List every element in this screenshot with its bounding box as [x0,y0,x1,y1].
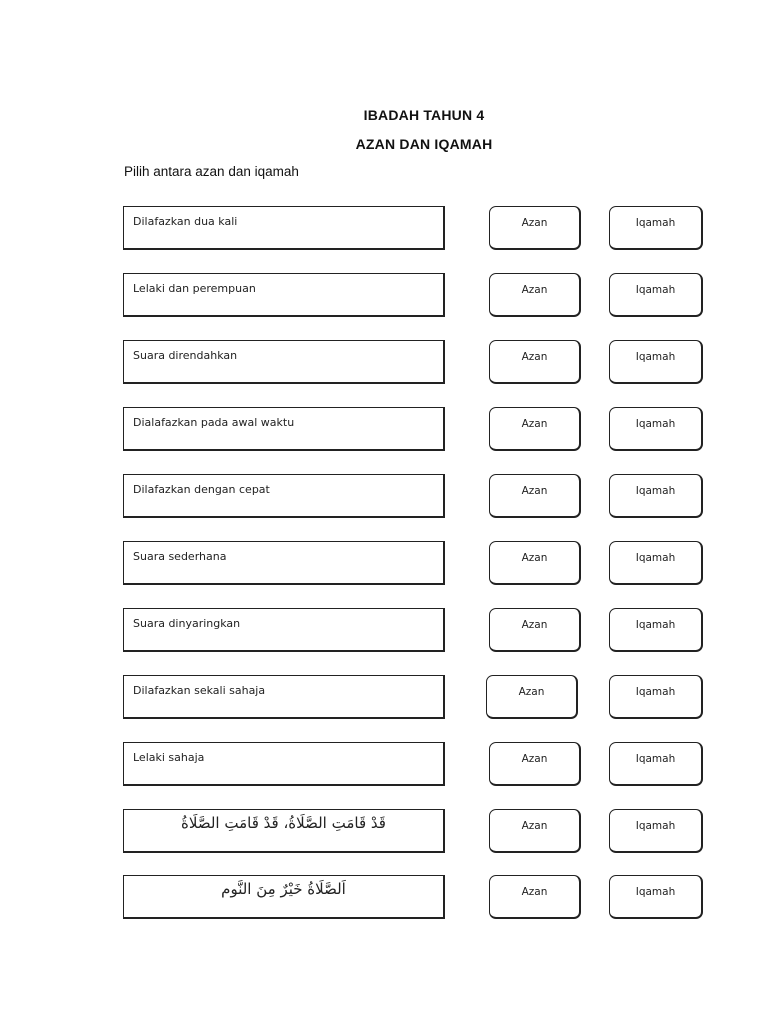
azan-option-button[interactable]: Azan [489,407,581,451]
statement-box: Suara direndahkan [123,340,445,384]
statement-box: Lelaki sahaja [123,742,445,786]
question-row [0,474,768,520]
azan-option-button[interactable]: Azan [489,809,581,853]
azan-option-button[interactable]: Azan [489,608,581,652]
question-row [0,407,768,453]
question-row [0,675,768,721]
worksheet-subtitle: AZAN DAN IQAMAH [355,136,493,152]
worksheet-title: IBADAH TAHUN 4 [363,107,485,123]
statement-box: Lelaki dan perempuan [123,273,445,317]
iqamah-option-button[interactable]: Iqamah [609,675,703,719]
iqamah-option-button[interactable]: Iqamah [609,340,703,384]
iqamah-option-button[interactable]: Iqamah [609,206,703,250]
arabic-statement-box: اَلصَّلَاةُ خَيْرٌ مِنَ النَّوم [123,875,445,919]
iqamah-option-button[interactable]: Iqamah [609,474,703,518]
arabic-statement-box: قَدْ قَامَتِ الصَّلَاةُ، قَدْ قَامَتِ الصَّلَاةُ [123,809,445,853]
azan-option-button[interactable]: Azan [489,474,581,518]
question-row [0,541,768,587]
iqamah-option-button[interactable]: Iqamah [609,742,703,786]
statement-box: Suara dinyaringkan [123,608,445,652]
iqamah-option-button[interactable]: Iqamah [609,407,703,451]
question-row [0,273,768,319]
azan-option-button[interactable]: Azan [489,875,581,919]
statement-box: Dialafazkan pada awal waktu [123,407,445,451]
question-row [0,340,768,386]
instruction-text: Pilih antara azan dan iqamah [124,164,299,179]
azan-option-button[interactable]: Azan [489,340,581,384]
question-row [0,206,768,252]
iqamah-option-button[interactable]: Iqamah [609,608,703,652]
iqamah-option-button[interactable]: Iqamah [609,809,703,853]
statement-box: Suara sederhana [123,541,445,585]
question-row [0,809,768,855]
azan-option-button[interactable]: Azan [489,742,581,786]
question-row [0,608,768,654]
iqamah-option-button[interactable]: Iqamah [609,273,703,317]
azan-option-button[interactable]: Azan [489,206,581,250]
azan-option-button[interactable]: Azan [489,273,581,317]
statement-box: Dilafazkan dua kali [123,206,445,250]
question-row [0,875,768,921]
azan-option-button[interactable]: Azan [489,541,581,585]
azan-option-button[interactable]: Azan [486,675,578,719]
iqamah-option-button[interactable]: Iqamah [609,541,703,585]
question-row [0,742,768,788]
statement-box: Dilafazkan sekali sahaja [123,675,445,719]
statement-box: Dilafazkan dengan cepat [123,474,445,518]
iqamah-option-button[interactable]: Iqamah [609,875,703,919]
